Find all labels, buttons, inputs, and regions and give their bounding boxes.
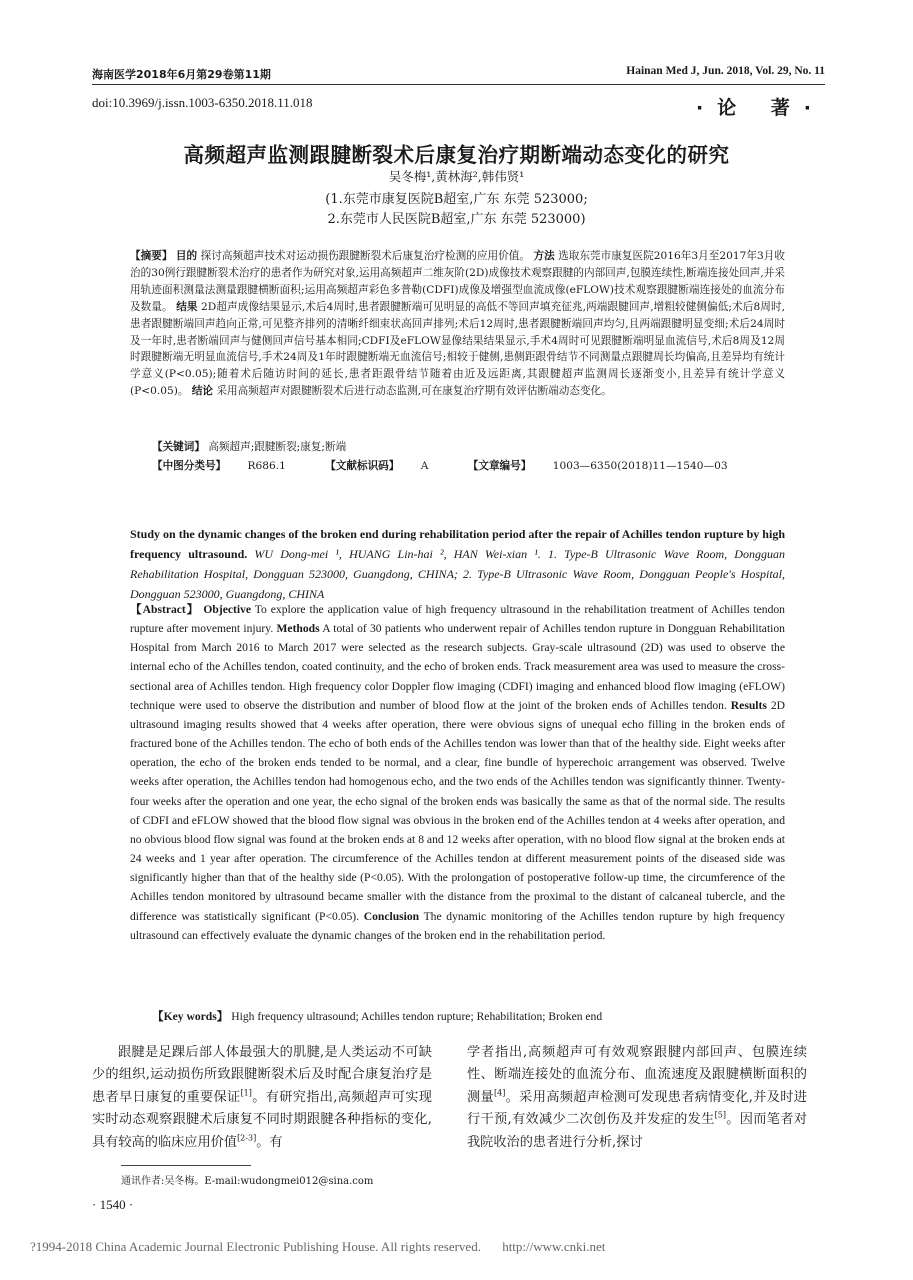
body-right-text-3: 。因而笔者对我院收治的患者进行分析,探讨 <box>467 1112 808 1150</box>
doc-code-value: A <box>420 460 429 472</box>
clc-value: R686.1 <box>247 460 286 472</box>
en-conclusion-text: The dynamic monitoring of the Achilles tendon rupture by high frequency ultrasound can effectively evaluate the dynamic changes of the broken end in the rehabilitation period. <box>130 909 785 942</box>
keywords-en-label: 【Key words】 <box>152 1010 229 1023</box>
journal-header-en: Hainan Med J, Jun. 2018, Vol. 29, No. 11 <box>626 65 825 77</box>
abstract-label: 【摘要】 <box>130 250 173 262</box>
footnote-divider <box>121 1165 251 1166</box>
body-right-text-1: 学者指出,高频超声可有效观察跟腱内部回声、包膜连续性、断端连接处的血流分布、血流速度及跟腱横断面积的测量 <box>467 1045 807 1105</box>
keywords-cn <box>152 439 346 454</box>
affiliation-2: 2.东莞市人民医院B超室,广东 东莞 523000) <box>327 212 586 227</box>
cnki-link[interactable]: http://www.cnki.net <box>502 1239 606 1254</box>
en-objective-label: Objective <box>203 603 252 616</box>
authors: 吴冬梅¹,黄林海²,韩伟贤¹ <box>388 169 525 184</box>
body-right-text-2: 。采用高频超声检测可发现患者病情变化,并及时进行干预,有效减少二次创伤及并发症的发生 <box>467 1089 807 1128</box>
body-left-text-3: 。有 <box>256 1134 283 1150</box>
page-number: · 1540 · <box>92 1197 134 1212</box>
methods-label: 方法 <box>533 250 555 262</box>
english-title-block <box>130 524 785 604</box>
chinese-abstract <box>130 248 785 400</box>
keywords-en <box>152 1008 602 1024</box>
body-column-left <box>92 1042 432 1154</box>
objective-text: 探讨高频超声技术对运动损伤跟腱断裂术后康复治疗检测的应用价值。 <box>200 250 531 262</box>
doc-code-label: 【文献标识码】 <box>325 460 400 472</box>
en-objective-text: To explore the application value of high frequency ultrasound in the rehabilitation treatment of Achilles tendon rupture after movement injury. <box>130 603 785 636</box>
en-methods-text: A total of 30 patients who underwent repair of Achilles tendon rupture in Dongguan Rehabilitation Hospital from March 2016 to March 2017 were selected as the research subjects. Gray-scale ultrasound (2D) was used to observe the internal echo of the Achilles tendon, coated continuity, and the echo of broken ends. Track measurement area was used to measure the cross-sectional area of Achilles tendon. High frequency color Doppler flow imaging (CDFI) imaging and enhanced blood flow imaging (eFLOW) technique were used to observe the distribution and number of blood flow at the joint of the broken ends of Achilles tendon. <box>130 622 785 712</box>
results-text: 2D超声成像结果显示,术后4周时,患者跟腱断端可见明显的高低不等回声填充征兆,两端跟腱回声,增粗较健侧偏低;术后8周时,患者跟腱断端回声趋向正常,可见整齐排列的清晰纤细束状高回声排列;术后12周时,患者跟腱断端回声均匀,且两端跟腱明显变细;术后24周时及一年时,患者断端回声与健侧回声信号基本相同;CDFI及eFLOW显像结果结果显示,手术4周时可见跟腱断端明显血流信号,术后8周及12周时跟腱断端无明显血流信号,手术24周及1年时跟腱断端无血流信号;相较于健侧,患侧距跟骨结节不同测量点跟腱周长均偏高,且差异均有统计学意义(P<0.05);随着术后随访时间的延长,患者距跟骨结节随着由近及远距离,其跟腱超声监测周长逐渐变小,且差异有统计学意义(P<0.05)。 <box>130 300 786 398</box>
copyright-line <box>30 1239 605 1255</box>
en-conclusion-label: Conclusion <box>363 909 420 923</box>
conclusion-text: 采用高频超声对跟腱断裂术后进行动态监测,可在康复治疗期有效评估断端动态变化。 <box>216 385 612 398</box>
citation-2-3[interactable]: [2-3] <box>237 1133 257 1143</box>
citation-1[interactable]: [1] <box>240 1088 252 1098</box>
keywords-cn-label: 【关键词】 <box>152 441 205 453</box>
header-divider <box>92 84 825 85</box>
affiliation-1: (1.东莞市康复医院B超室,广东 东莞 523000; <box>325 192 588 207</box>
citation-5[interactable]: [5] <box>714 1110 726 1120</box>
body-column-right <box>467 1042 807 1154</box>
paper-title: 高频超声监测跟腱断裂术后康复治疗期断端动态变化的研究 <box>183 143 730 167</box>
results-label: 结果 <box>176 300 198 313</box>
doi[interactable]: doi:10.3969/j.issn.1003-6350.2018.11.018 <box>92 95 313 110</box>
body-left-text-1: 跟腱是足踝后部人体最强大的肌腱,是人类运动不可缺少的组织,运动损伤所致跟腱断裂术后及时配合康复治疗是患者早日康复的重要保证 <box>92 1045 432 1105</box>
corresponding-author-footnote: 通讯作者:吴冬梅。E-mail:wudongmei012@sina.com <box>121 1176 374 1187</box>
article-no-value: 1003—6350(2018)11—1540—03 <box>552 460 728 472</box>
article-no-label: 【文章编号】 <box>467 460 532 472</box>
keywords-en-text: High frequency ultrasound; Achilles tendon rupture; Rehabilitation; Broken end <box>231 1010 603 1023</box>
journal-header-cn: 海南医学2018年6月第29卷第11期 <box>92 68 271 81</box>
methods-text: 选取东莞市康复医院2016年3月至2017年3月收治的30例行跟腱断裂术治疗的患者作为研究对象,运用高频超声二维灰阶(2D)成像技术观察跟腱的内部回声,包膜连续性,断端连接处回声,并采用轨迹面积测量法测量跟腱横断面积;运用高频超声彩色多普勒(CDFI)成像及增强型血流成像(eFLOW)技术观察跟腱断端连接处的血流分布及数量。 <box>130 250 786 313</box>
section-tag: ·论 著· <box>695 97 825 119</box>
en-results-text: 2D ultrasound imaging results showed that 4 weeks after operation, there were obvious signs of unequal echo filling in the broken ends of fractured bone of the Achilles tendon. The echo of both ends of the Achilles tendon was lower than that of the healthy side. Eight weeks after operation, the echo of the broken ends tended to be normal, and a clear, fine bundle of hyperechoic arrangement was observed. Twelve weeks after operation, the Achilles tendon had homogenous echo, and the two ends of the Achilles tendon was significantly thinner. Twenty-four weeks after the operation and one year, the echo signal of the broken ends was basically the same as that of the normal side. The results of CDFI and eFLOW showed that the blood flow signal was obvious in the broken end of the Achilles tendon at 4 weeks after operation, and no obvious blood flow signal was found at the broken ends at 8 and 12 weeks after operation, with no blood flow signal at the broken ends at 24 weeks and 1 year after operation. The circumference of the Achilles tendon at different measurement points of the diseased side was significantly higher than that of the healthy side (P<0.05). With the prolongation of postoperative follow-up time, the circumference of the Achilles tendon monitored by ultrasound became smaller with the distance from the proximal to the distant of calcaneal tubercle, and the difference was statistically significant (P<0.05). <box>130 698 785 923</box>
en-methods-label: Methods <box>276 622 320 636</box>
clc-label: 【中图分类号】 <box>152 460 227 472</box>
conclusion-label: 结论 <box>191 385 214 398</box>
keywords-cn-text: 高频超声;跟腱断裂;康复;断端 <box>208 441 347 453</box>
en-results-label: Results <box>730 698 767 712</box>
classification-line <box>152 458 764 473</box>
english-authors-affiliation: WU Dong-mei ¹, HUANG Lin-hai ², HAN Wei-xian ¹. 1. Type-B Ultrasonic Wave Room, Dongguan Rehabilitation Hospital, Dongguan 523000, Guangdong, CHINA; 2. Type-B Ultrasonic Wave Room, Dongguan People's Hospital, Dongguan 523000, Guangdong, CHINA <box>130 547 785 601</box>
english-abstract <box>130 600 785 945</box>
english-title: Study on the dynamic changes of the broken end during rehabilitation period after the repair of Achilles tendon rupture by high frequency ultrasound. <box>130 527 785 561</box>
copyright-text: ?1994-2018 China Academic Journal Electronic Publishing House. All rights reserved. <box>30 1239 481 1254</box>
citation-4[interactable]: [4] <box>494 1088 506 1098</box>
en-abstract-label: 【Abstract】 <box>130 603 200 616</box>
body-left-text-2: 。有研究指出,高频超声可实现实时动态观察跟腱术后康复不同时期跟腱各种指标的变化,具有较高的临床应用价值 <box>92 1089 432 1150</box>
objective-label: 目的 <box>175 250 198 262</box>
